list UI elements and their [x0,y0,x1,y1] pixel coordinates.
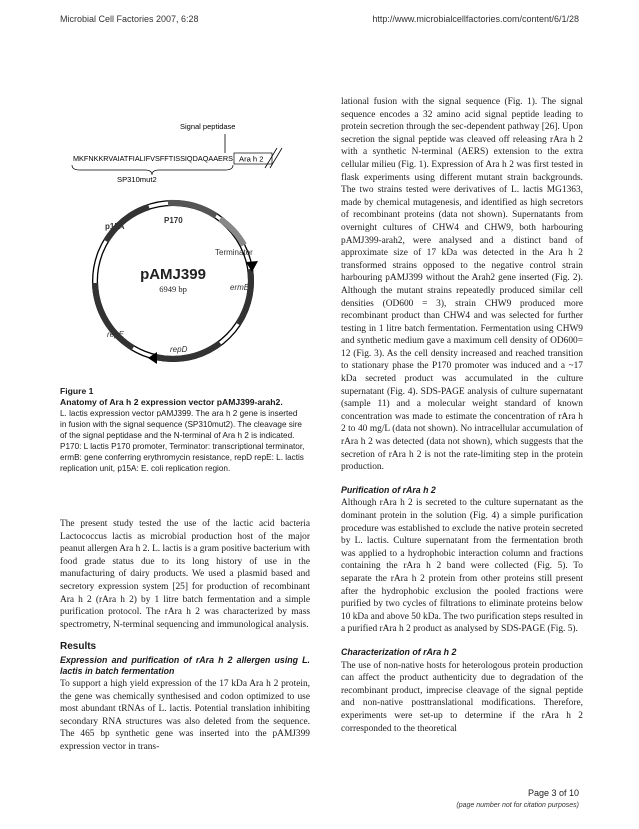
purification-heading: Purification of rAra h 2 [341,484,436,495]
plasmid-size: 6949 bp [159,284,187,294]
p15a-label: p15A [105,222,125,231]
plasmid-figure [60,112,300,382]
signal-sequence: MKFNKKRVAIATFIALIFVSFFTISSIQDAQAAERS [73,154,233,163]
figure-caption [60,386,305,474]
caption-body: L. lactis expression vector pAMJ399. The ara h 2 gene is inserted in fusion with the signal sequence (SP310mut2). The cleavage sire of the signal peptidase and the N-terminal of Ara h 2 is indicated. P170: L lactis P170 promoter, Terminator: transcriptional terminator, ermB: gene conferring erythromycin resistance, repD repE: L. lactis replication unit, p15A: E. coli replication region. [60,409,305,473]
page-number: Page 3 of 10 [527,788,579,798]
mutant-label: SP310mut2 [117,175,157,184]
sequence-brace [72,165,233,175]
expression-paragraph: To support a high yield expression of the 17 kDa Ara h 2 protein, the gene was chemically synthesised and codon optimized to use most abundant tRNAs of L. lactis. Potential translation inhibiting secondary RNA structures was also deleted from the sequence. The 465 bp synthetic gene was inserted into the pAMJ399 expression vector in trans- [60,678,310,752]
expression-subheading: Expression and purification of rAra h 2 allergen using L. lactis in batch fermentation [60,654,310,677]
characterization-heading: Characterization of rAra h 2 [341,646,457,657]
article-url[interactable]: http://www.microbialcellfactories.com/content/6/1/28 [372,14,579,24]
p170-region [168,203,216,216]
results-heading: Results [60,641,97,653]
caption-heading: Anatomy of Ara h 2 expression vector pAMJ399-arah2. [60,397,283,407]
ara-h2-label: Ara h 2 [239,154,264,164]
journal-citation: Microbial Cell Factories 2007, 6:28 [60,14,199,24]
repd-label: repD [170,345,188,354]
intro-paragraph: The present study tested the use of the lactic acid bacteria Lactococcus lactis as microbial production host of the major peanut allergen Ara h 2. L. lactis is a gram positive bacterium with food grade status due to its long history of use in the manufacturing of dairy products. We used a plasmid based and secretory expression system [25] for production of recombinant Ara h 2 (rAra h 2) by 1 litre batch fermentation and a simple purification protocol. The rAra h 2 was characterized by mass spectrometry, N-terminal sequencing and immunological analysis. [60,519,310,630]
translation-paragraph: lational fusion with the signal sequence (Fig. 1). The signal sequence encodes a 32 amino acid signal peptide leading to protein secretion through the sec-dependent pathway [26]. Upon secretion the signal peptide was cleaved off releasing rAra h 2 with a synthetic N-terminal (AERS) extension to the extra cellular milieu (Fig. 1). Expression of Ara h 2 was first tested in flask experiments using different mutant strain backgrounds. The two strains tested were derivatives of L. lactis MG1363, made by chemical mutagenesis, and identified as high secretors of recombinant proteins (data not shown). Supernatants from overnight cultures of CHW4 and CHW9, both harbouring pAMJ399-arah2, were analysed and a distinct band of approximate size of 17 kDa was detected in the Ara h 2 transformed strains opposed to the negative control strain harbouring pAMJ399 without the Arah2 gene inserted (Fig. 2). Although the mutant strains repeatedly produced similar cell densities (OD600 = 3), strain CHW9 produced more recombinant product than CHW4 and was selected for further testing in 1 litre batch fermentation. Fermentation using CHW9 and synthetic medium gave a maximum cell density of OD600= 12 (Fig. 3). As the cell density increased and reached transition to stationary phase the P170 promoter was induced and a ~17 kDa secreted product was accumulated in the culture supernatant (Fig. 4). SDS-PAGE analysis of culture supernatant (sample 11) and a molecular weight standard of known concentration was made to estimate the concentration of rAra h 2 to 40 mg/L (data not shown). No intracellular accumulation of rAra h 2 was detected (data not shown), which suggests that the secretion of rAra h 2 is not the rate-limiting step in the protein production. [341,97,583,473]
repe-label: repE [107,330,124,339]
characterization-paragraph: The use of non-native hosts for heterologous protein production can affect the product authenticity due to degradation of the recombinant product, imprecise cleavage of the signal peptide and non-native posttranslational modifications. Therefore, experiments were set-up to determine if the rAra h 2 corresponded to the theoretical [341,660,583,734]
left-column [60,518,310,764]
ermb-label: ermB [230,283,250,292]
terminator-label: Terminator [215,248,253,257]
citation-note: (page number not for citation purposes) [456,802,579,809]
ermb-region [238,269,251,324]
signal-peptidase-label: Signal peptidase [180,122,236,131]
plasmid-name: pAMJ399 [140,266,206,283]
terminator-region [220,219,244,245]
p170-label: P170 [164,216,183,225]
repd-region [156,343,220,359]
right-column [341,96,583,745]
caption-title: Figure 1 [60,386,94,396]
plasmid-map [60,112,300,382]
purification-paragraph: Although rAra h 2 is secreted to the culture supernatant as the dominant protein in the solution (Fig. 4) a simple purification procedure was established to exclude the native protein secreted by L. lactis. Culture supernatant from the fermentation broth was applied to a hydrophobic interaction column and fractions containing the rAra h 2 band were collected (Fig. 5). To separate the rAra h 2 protein from other proteins still present after the hydrophobic exclusion the pooled fractions were purified by two cycles of filtrations to eliminate proteins below 10 kDa and above 50 kDa. The two purification steps resulted in a purified rAra h 2 product as analysed by SDS-PAGE (Fig. 5). [341,498,583,635]
